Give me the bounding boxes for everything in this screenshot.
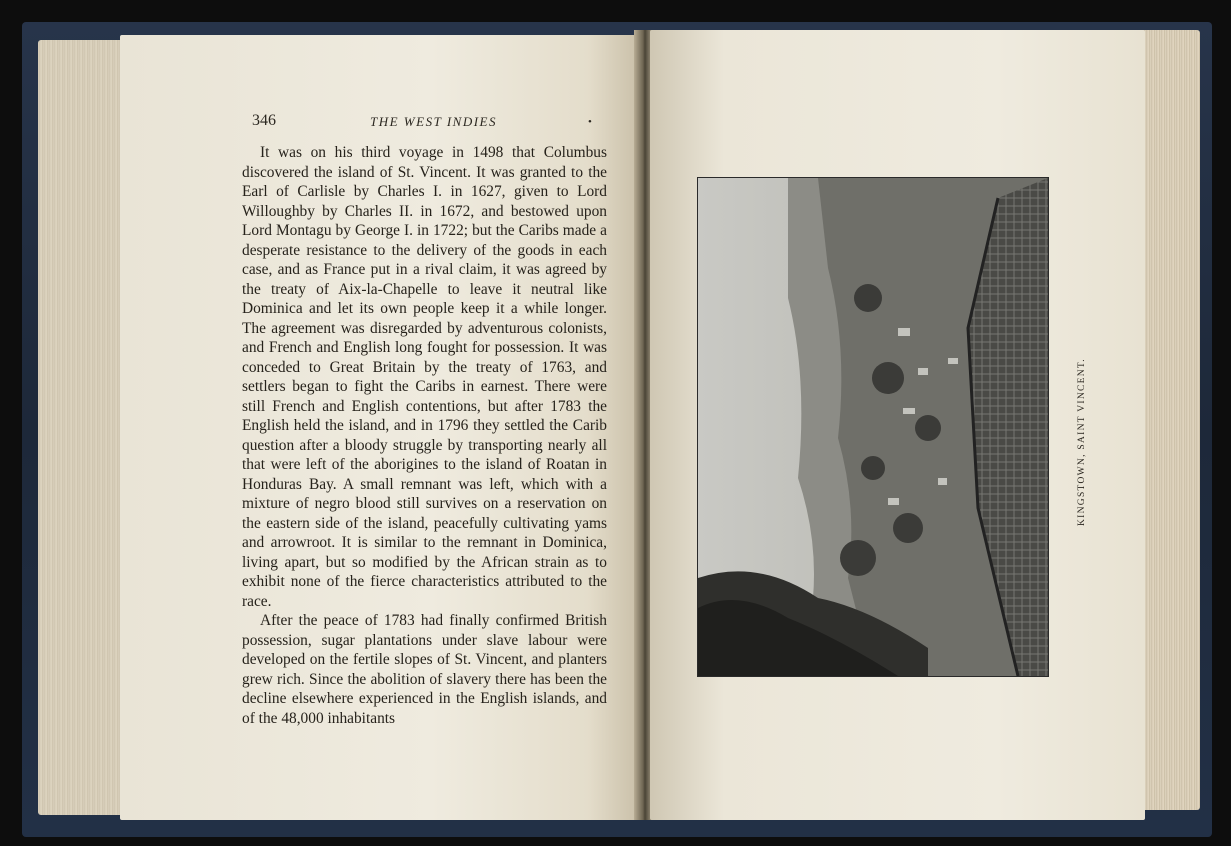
running-title: THE WEST INDIES	[370, 114, 497, 129]
kingstown-photo	[698, 178, 1048, 676]
page-number: 346	[252, 112, 276, 129]
running-head	[252, 112, 597, 136]
paragraph: After the peace of 1783 had finally confirmed British possession, sugar plantations under slave labour were developed on the fertile slopes of St. Vincent, and planters grew rich. Since the abolition of slavery there has been the decline elsewhere experienced in the English islands, and of the 48,000 inhabitants	[242, 612, 607, 727]
paragraph: It was on his third voyage in 1498 that Columbus discovered the island of St. Vincent. It was granted to the Earl of Carlisle by Charles I. in 1627, given to Lord Willoughby by Charles II. in 1672, and bestowed upon Lord Montagu by George I. in 1722; but the Caribs made a desperate resistance to the delivery of the goods in each case, and as France put in a rival claim, it was agreed by the treaty of Aix-la-Chapelle to leave it neutral like Dominica and let its own people keep it a while longer. The agreement was disregarded by adventurous colonists, and French and English long fought for possession. It was conceded to Great Britain by the treaty of 1763, and settlers began to fight the Caribs in earnest. There were still French and English contentions, but after 1783 the English held the island, and in 1796 they settled the Carib question after a bloody struggle by transporting nearly all that were left of the aborigines to the island of Roatan in Honduras Bay. A small remnant was left, which with a mixture of negro blood still survives on a reservation on the eastern side of the island, peacefully cultivating yams and arrowroot. It is similar to the remnant in Dominica, living apart, but so modified by the African strain as to exhibit none of the fierce characteristics attributed to the race.	[242, 144, 607, 610]
printer-mark: •	[588, 116, 592, 128]
photo-plate	[697, 177, 1049, 677]
body-text	[242, 143, 607, 728]
